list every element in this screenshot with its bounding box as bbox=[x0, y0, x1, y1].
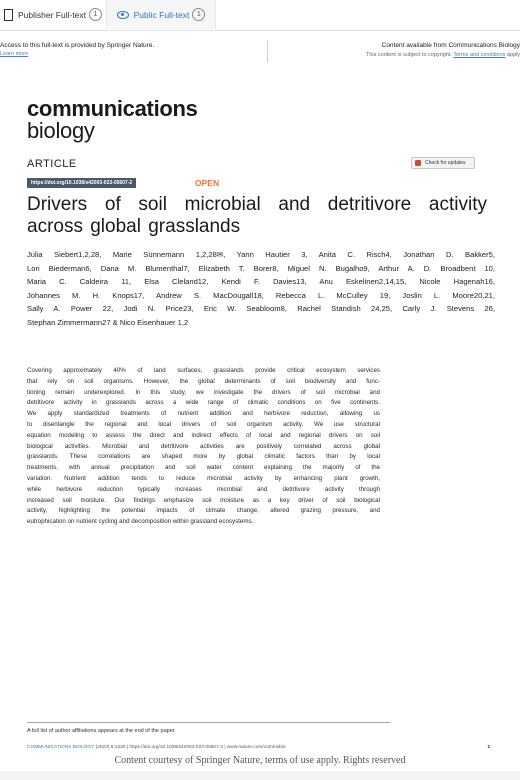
abstract-line: activity, highlighting the potential impacts of climate change, altered grazing pressure, and bbox=[27, 507, 380, 515]
terms-link[interactable]: Terms and conditions bbox=[453, 52, 506, 58]
tab-count-badge: 1 bbox=[89, 8, 102, 21]
copyright-suffix: apply bbox=[506, 52, 520, 58]
access-info-bar bbox=[0, 38, 520, 66]
author-line: Sally A. Power 22, Jodi N. Price23, Eric W. Seabloom8, Rachel Standish 24,25, Carly J. Stevens 26, bbox=[27, 304, 495, 313]
tab-label: Public Full-text bbox=[133, 9, 190, 20]
open-access-label: OPEN bbox=[195, 178, 220, 188]
article-title: Drivers of soil microbial and detritivore activity across global grasslands bbox=[27, 194, 487, 237]
crossmark-icon bbox=[415, 160, 421, 166]
abstract-line: biological activities. Microbial and detritivore activities are positively correlated across global bbox=[27, 442, 380, 450]
abstract-line: tioning remain underexplored. In this study, we investigate the drivers of soil microbial and bbox=[27, 388, 380, 396]
author-line: Julia Siebert1,2,28, Marie Sünnemann 1,2,28✉, Yann Hautier 3, Anita C. Risch4, Jonathan D. Bakker5, bbox=[27, 250, 495, 259]
footer-journal: COMMUNICATIONS BIOLOGY bbox=[27, 745, 95, 750]
document-icon bbox=[4, 9, 13, 21]
footer-citation: (2023) 6:1220 | https://doi.org/10.1038/s42003-023-05607-2 | www.nature.com/commsbio bbox=[95, 745, 286, 750]
copyright-text: This content is subject to copyright. bbox=[365, 52, 452, 58]
divider bbox=[267, 40, 268, 62]
tab-label: Publisher Full-text bbox=[18, 9, 87, 20]
journal-logo bbox=[27, 98, 198, 142]
abstract-line: increased soil moisture. Our findings emphasize soil moisture as a key driver of soil biological bbox=[27, 496, 380, 504]
eye-icon bbox=[117, 11, 129, 19]
check-updates-button[interactable] bbox=[411, 157, 475, 169]
abstract-line: while herbivore reduction typically increases microbial and detritivore activity through bbox=[27, 485, 380, 493]
check-updates-label: Check for updates bbox=[425, 160, 466, 166]
availability-notice bbox=[366, 42, 520, 58]
page-footer bbox=[27, 745, 490, 750]
abstract-line: detritivore activity in grasslands across a wide range of climatic conditions on five continents. bbox=[27, 399, 380, 407]
abstract-line: treatments, with annual precipitation and soil water content explaining the majority of the bbox=[27, 464, 380, 472]
author-line: Stephan Zimmermann27 & Nico Eisenhauer 1,2 bbox=[27, 317, 189, 327]
copyright-notice bbox=[366, 52, 520, 58]
author-line: Maria C. Caldeira 11, Elsa Cleland12, Kendi F. Davies13, Anu Eskelinen2,14,15, Nicole Hagenah16, bbox=[27, 277, 495, 286]
footnote-rule bbox=[27, 722, 390, 723]
tab-count-badge: 1 bbox=[192, 8, 205, 21]
courtesy-watermark: Content courtesy of Springer Nature, terms of use apply. Rights reserved bbox=[114, 755, 406, 766]
doi-link[interactable]: https://doi.org/10.1038/s42003-023-05607-2 bbox=[27, 178, 136, 188]
tab-public-fulltext[interactable] bbox=[106, 0, 216, 29]
bottom-strip bbox=[0, 771, 520, 780]
learn-more-link[interactable]: Learn more bbox=[0, 51, 29, 57]
abstract-line: equation modeling to assess the direct and indirect effects of local and regional drivers on soil bbox=[27, 431, 380, 439]
access-notice bbox=[0, 42, 154, 57]
access-text: Access to this full-text is provided by Springer Nature. bbox=[0, 42, 155, 49]
page-number: 1 bbox=[487, 745, 490, 750]
abstract-line: We apply standardized treatments of nutrient addition and herbivore reduction, allowing us bbox=[27, 410, 380, 418]
journal-name-line2: biology bbox=[27, 118, 95, 143]
author-line: Lori Biederman6, Dana M. Blumenthal7, Elizabeth T. Borer8, Miguel N. Bugalho9, Arthur A. D. Broadbent 10, bbox=[27, 263, 495, 273]
affiliation-footnote: A full list of author affiliations appears at the end of the paper. bbox=[27, 728, 176, 734]
fulltext-tabs bbox=[0, 0, 520, 31]
abstract-line: variation. Nutrient addition tends to reduce microbial activity by enhancing plant growth, bbox=[27, 474, 380, 482]
abstract-line: that rely on soil organisms. However, the global determinants of soil biodiversity and func- bbox=[27, 377, 380, 385]
author-list bbox=[27, 248, 497, 329]
author-line: Johannes M. H. Knops17, Andrew S. MacDougall18, Rebecca L. McCulley 19, Joslin L. Moore20,21, bbox=[27, 290, 495, 300]
availability-text: Content available from Communications Biology bbox=[381, 42, 520, 49]
journal-name-line1: communications bbox=[27, 96, 198, 121]
abstract-line: grasslands. These correlations are shaped more by global climatic factors than by local bbox=[27, 453, 380, 461]
abstract-line: Covering approximately 40% of land surfaces, grasslands provide critical ecosystem services bbox=[27, 367, 380, 374]
abstract-line: to disentangle the regional and local drivers of soil organism activity. We use structural bbox=[27, 420, 380, 428]
abstract bbox=[27, 366, 380, 528]
tab-publisher-fulltext[interactable] bbox=[0, 0, 109, 29]
abstract-line: eutrophication on nutrient cycling and decomposition within grassland ecosystems. bbox=[27, 518, 254, 526]
article-type: ARTICLE bbox=[27, 158, 77, 170]
